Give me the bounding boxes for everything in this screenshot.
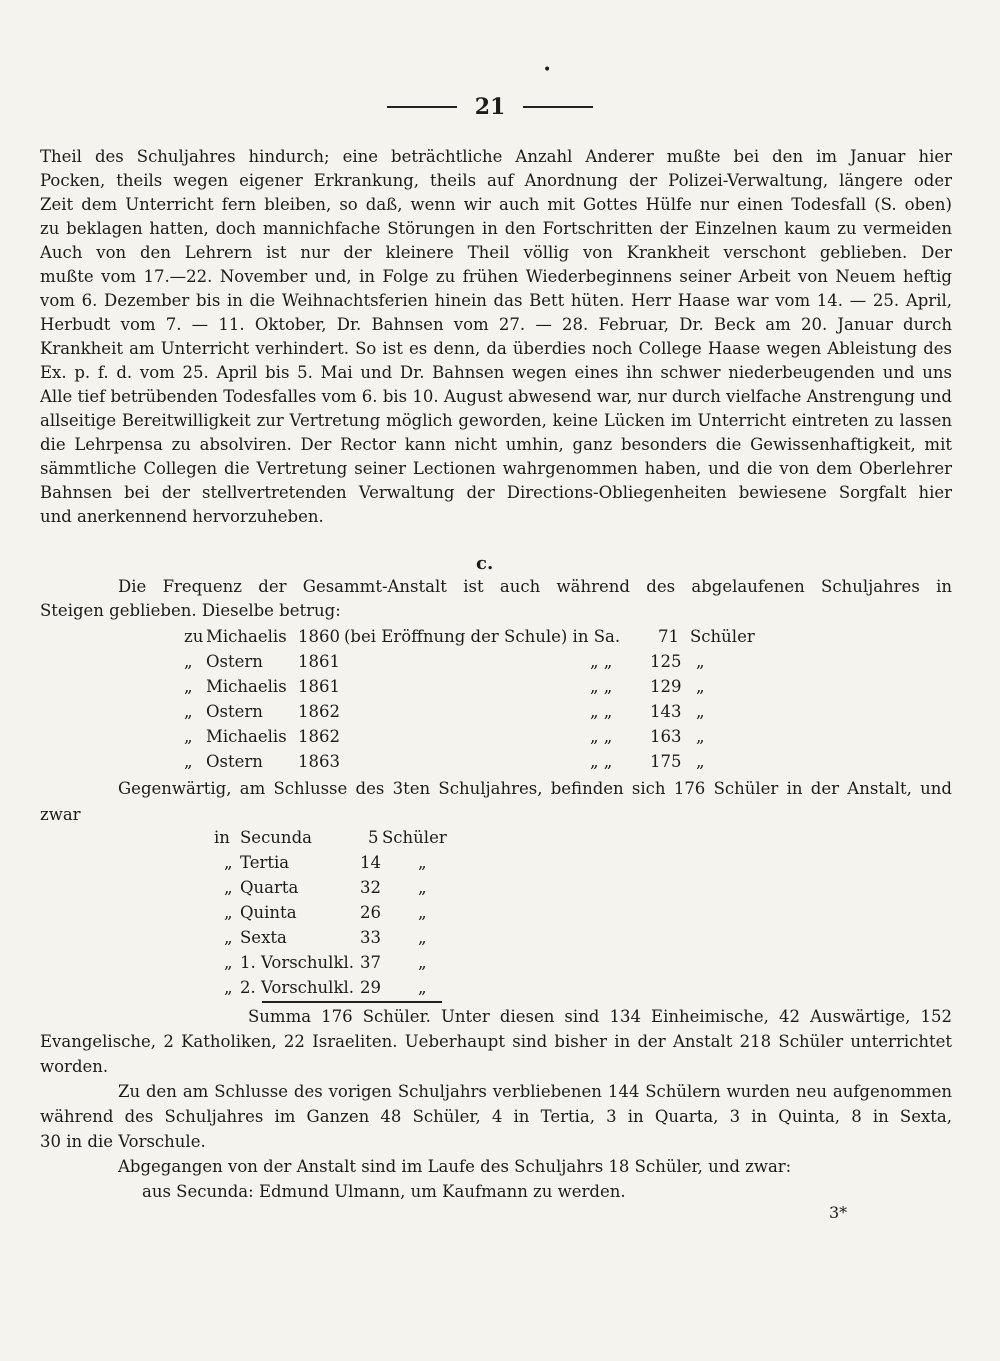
row-prefix: „ bbox=[224, 953, 233, 972]
paragraph-line: allseitige Bereitwilligkeit zur Vertretung möglich geworden, keine Lücken im Unterricht eintreten zu lassen bbox=[40, 411, 952, 430]
ditto-marks: „ „ bbox=[590, 677, 613, 696]
row-prefix: „ bbox=[184, 652, 193, 671]
student-count: 125 bbox=[650, 652, 682, 671]
student-count: 71 bbox=[658, 627, 679, 646]
count-unit: „ bbox=[418, 928, 427, 947]
term-year: 1862 bbox=[298, 702, 340, 721]
new-students-line: 30 in die Vorschule. bbox=[40, 1132, 206, 1151]
class-name: Quarta bbox=[240, 878, 299, 897]
frequency-intro-line: Steigen geblieben. Dieselbe betrug: bbox=[40, 601, 341, 620]
new-students-line: während des Schuljahres im Ganzen 48 Schüler, 4 in Tertia, 3 in Quarta, 3 in Quinta, 8 in Sexta, bbox=[40, 1107, 952, 1126]
term-name: Michaelis bbox=[206, 727, 287, 746]
row-prefix: „ bbox=[224, 978, 233, 997]
departures-line: Abgegangen von der Anstalt sind im Laufe des Schuljahrs 18 Schüler, und zwar: bbox=[118, 1157, 792, 1176]
row-prefix: „ bbox=[184, 727, 193, 746]
ditto-marks: „ „ bbox=[590, 702, 613, 721]
header-rule-right bbox=[523, 106, 593, 108]
count-unit: „ bbox=[418, 903, 427, 922]
paragraph-line: Auch von den Lehrern ist nur der kleinere Theil völlig von Krankheit verschont geblieben. Der bbox=[40, 243, 952, 262]
summa-line: worden. bbox=[40, 1057, 109, 1076]
paragraph-line: Alle tief betrübenden Todesfalles vom 6. bis 10. August abwesend war, nur durch vielfache Anstrengung und bbox=[40, 387, 952, 406]
current-text-line: zwar bbox=[40, 805, 81, 824]
term-year: 1862 bbox=[298, 727, 340, 746]
row-prefix: „ bbox=[224, 928, 233, 947]
count-unit: „ bbox=[696, 752, 705, 771]
summa-line: Summa 176 Schüler. Unter diesen sind 134 Einheimische, 42 Auswärtige, 152 bbox=[248, 1007, 952, 1026]
page-number: 21 bbox=[474, 94, 506, 120]
paragraph-line: sämmtliche Collegen die Vertretung seiner Lectionen wahrgenommen haben, und die von dem Oberlehrer bbox=[40, 459, 952, 478]
term-note: (bei Eröffnung der Schule) in Sa. bbox=[344, 627, 621, 646]
summa-line: Evangelische, 2 Katholiken, 22 Israeliten. Ueberhaupt sind bisher in der Anstalt 218 Schüler unterrichtet bbox=[40, 1032, 952, 1051]
row-prefix: „ bbox=[224, 903, 233, 922]
paragraph-line: und anerkennend hervorzuheben. bbox=[40, 507, 324, 526]
paragraph-line: Krankheit am Unterricht verhindert. So ist es denn, da überdies noch College Haase wegen Ableistung des bbox=[40, 339, 952, 358]
count-unit: Schüler bbox=[382, 828, 447, 847]
term-name: Ostern bbox=[206, 652, 263, 671]
count-unit: „ bbox=[418, 953, 427, 972]
ditto-marks: „ „ bbox=[590, 752, 613, 771]
paragraph-line: Ex. p. f. d. vom 25. April bis 5. Mai und Dr. Bahnsen wegen eines ihn schwer niederbeugenden und uns bbox=[40, 363, 952, 382]
count-unit: „ bbox=[696, 652, 705, 671]
class-name: Quinta bbox=[240, 903, 297, 922]
row-prefix: „ bbox=[184, 702, 193, 721]
term-name: Ostern bbox=[206, 752, 263, 771]
class-name: Secunda bbox=[240, 828, 312, 847]
class-count: 14 bbox=[360, 853, 381, 872]
term-year: 1863 bbox=[298, 752, 340, 771]
student-count: 129 bbox=[650, 677, 682, 696]
class-name: 1. Vorschulkl. bbox=[240, 953, 354, 972]
class-count: 37 bbox=[360, 953, 381, 972]
term-year: 1861 bbox=[298, 677, 340, 696]
paragraph-line: Bahnsen bei der stellvertretenden Verwaltung der Directions-Obliegenheiten bewiesene Sorgfalt hier bbox=[40, 483, 952, 502]
section-label: c. bbox=[476, 553, 494, 574]
ditto-marks: „ „ bbox=[590, 652, 613, 671]
row-prefix: „ bbox=[224, 878, 233, 897]
count-unit: „ bbox=[696, 727, 705, 746]
class-name: Tertia bbox=[240, 853, 290, 872]
class-name: Sexta bbox=[240, 928, 287, 947]
term-year: 1860 bbox=[298, 627, 340, 646]
term-year: 1861 bbox=[298, 652, 340, 671]
ditto-marks: „ „ bbox=[590, 727, 613, 746]
class-count: 26 bbox=[360, 903, 381, 922]
header-rule-left bbox=[387, 106, 457, 108]
term-name: Michaelis bbox=[206, 627, 287, 646]
row-prefix: zu bbox=[184, 627, 204, 646]
paragraph-line: Zeit dem Unterricht fern bleiben, so daß, wenn wir auch mit Gottes Hülfe nur einen Todesfall (S. oben) bbox=[40, 195, 952, 214]
count-unit: „ bbox=[418, 853, 427, 872]
new-students-line: Zu den am Schlusse des vorigen Schuljahrs verbliebenen 144 Schülern wurden neu aufgenommen bbox=[118, 1082, 952, 1101]
class-count: 29 bbox=[360, 978, 381, 997]
term-name: Ostern bbox=[206, 702, 263, 721]
sum-rule bbox=[262, 1001, 442, 1003]
class-count: 5 bbox=[368, 828, 379, 847]
paragraph-line: die Lehrpensa zu absolviren. Der Rector kann nicht umhin, ganz besonders die Gewissenhaftigkeit, mit bbox=[40, 435, 952, 454]
class-count: 33 bbox=[360, 928, 381, 947]
paragraph-line: zu beklagen hatten, doch mannichfache Störungen in den Fortschritten der Einzelnen kaum zu vermeiden bbox=[40, 219, 952, 238]
frequency-intro-line: Die Frequenz der Gesammt-Anstalt ist auch während des abgelaufenen Schuljahres in bbox=[118, 577, 952, 596]
paragraph-line: mußte vom 17.—22. November und, in Folge zu frühen Wiederbeginnens seiner Arbeit von Neuem heftig bbox=[40, 267, 952, 286]
row-prefix: „ bbox=[184, 677, 193, 696]
count-unit: „ bbox=[696, 702, 705, 721]
paragraph-line: Pocken, theils wegen eigener Erkrankung, theils auf Anordnung der Polizei-Verwaltung, längere oder bbox=[40, 171, 952, 190]
signature-mark: 3* bbox=[829, 1203, 848, 1222]
student-count: 163 bbox=[650, 727, 682, 746]
paragraph-line: Herbudt vom 7. — 11. Oktober, Dr. Bahnsen vom 27. — 28. Februar, Dr. Beck am 20. Januar durch bbox=[40, 315, 952, 334]
count-unit: „ bbox=[696, 677, 705, 696]
ink-dot: • bbox=[543, 62, 552, 78]
paragraph-line: Theil des Schuljahres hindurch; eine beträchtliche Anzahl Anderer mußte bei den im Januar hier bbox=[40, 147, 952, 166]
paragraph-line: vom 6. Dezember bis in die Weihnachtsferien hinein das Bett hüten. Herr Haase war vom 14. — 25. April, bbox=[40, 291, 952, 310]
row-prefix: „ bbox=[184, 752, 193, 771]
student-count: 143 bbox=[650, 702, 682, 721]
count-unit: Schüler bbox=[690, 627, 755, 646]
row-prefix: „ bbox=[224, 853, 233, 872]
student-count: 175 bbox=[650, 752, 682, 771]
page-header bbox=[370, 94, 610, 120]
current-text-line: Gegenwärtig, am Schlusse des 3ten Schuljahres, befinden sich 176 Schüler in der Anstalt, und bbox=[118, 779, 952, 798]
class-name: 2. Vorschulkl. bbox=[240, 978, 354, 997]
count-unit: „ bbox=[418, 978, 427, 997]
class-count: 32 bbox=[360, 878, 381, 897]
term-name: Michaelis bbox=[206, 677, 287, 696]
row-prefix: in bbox=[214, 828, 230, 847]
departures-line: aus Secunda: Edmund Ulmann, um Kaufmann zu werden. bbox=[142, 1182, 626, 1201]
count-unit: „ bbox=[418, 878, 427, 897]
